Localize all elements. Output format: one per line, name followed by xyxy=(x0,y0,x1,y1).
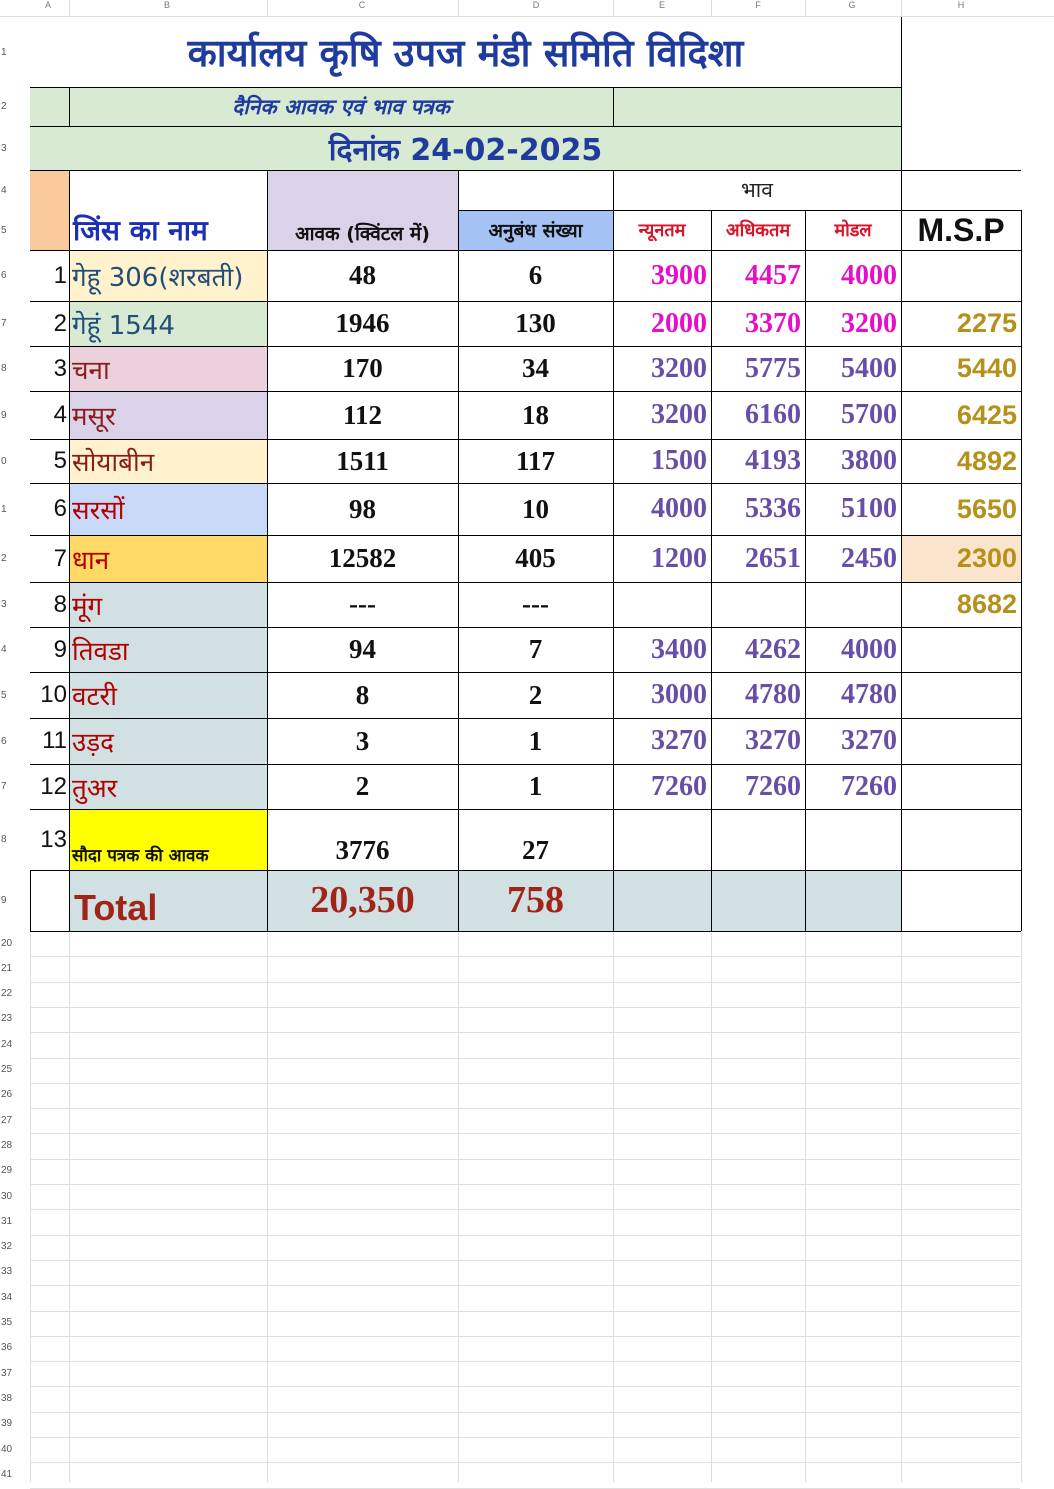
gridline-row xyxy=(30,1159,1020,1160)
arrival-value: 12582 xyxy=(328,543,397,573)
max-price: 6160 xyxy=(745,399,801,430)
contracts-value: 1 xyxy=(528,771,543,801)
row-number[interactable]: 5 xyxy=(1,224,7,236)
gridline-row xyxy=(30,1133,1020,1134)
serial-number: 12 xyxy=(40,772,67,800)
gridline-row xyxy=(30,1285,1020,1286)
min-price: 7260 xyxy=(651,770,707,802)
contracts-value: 405 xyxy=(515,543,556,573)
row-number[interactable]: 41 xyxy=(1,1468,13,1480)
arrival-value: 1946 xyxy=(335,308,390,338)
border xyxy=(30,809,1021,810)
commodity-name: वटरी xyxy=(69,672,267,718)
modal-price: 2450 xyxy=(841,542,897,574)
arrival-value: 48 xyxy=(349,260,376,290)
arrival-header: आवक (क्विंटल में) xyxy=(295,222,430,245)
contracts-value: 10 xyxy=(522,493,549,524)
gridline-col xyxy=(267,931,268,1482)
border xyxy=(30,391,1021,392)
arrival-value: 94 xyxy=(349,634,376,664)
row-number[interactable]: 4 xyxy=(1,184,7,196)
max-price: 3270 xyxy=(745,725,801,756)
row-number[interactable]: 2 xyxy=(1,553,7,564)
serial-number: 10 xyxy=(40,681,67,708)
max-price: 5336 xyxy=(745,493,801,524)
contracts-value: 130 xyxy=(515,308,556,338)
contracts-value: 117 xyxy=(515,445,555,476)
msp-value: 2300 xyxy=(901,535,1021,582)
border xyxy=(30,718,1021,719)
commodity-name: धान xyxy=(69,535,267,582)
header-sno-cell xyxy=(30,170,69,250)
modal-price: 7260 xyxy=(841,770,897,802)
serial-number: 5 xyxy=(53,447,67,474)
border xyxy=(613,170,614,250)
row-number[interactable]: 8 xyxy=(1,834,7,845)
border xyxy=(69,87,70,126)
contracts-value: 34 xyxy=(522,353,549,383)
border xyxy=(30,764,1021,765)
max-price: 4262 xyxy=(745,633,801,665)
border xyxy=(30,870,1021,871)
column-header-d[interactable]: D xyxy=(532,0,540,10)
gridline-row xyxy=(30,1412,1020,1413)
commodity-name: गेहू 306(शरबती) xyxy=(69,250,267,301)
column-header-b[interactable]: B xyxy=(163,0,170,10)
row-number[interactable]: 33 xyxy=(1,1266,13,1278)
max-price: 2651 xyxy=(745,542,801,574)
gridline-row xyxy=(30,1336,1020,1337)
min-price: 3900 xyxy=(651,259,707,291)
contracts-value: 2 xyxy=(528,679,543,710)
sauda-arrival: 3776 xyxy=(335,835,390,865)
serial-number: 4 xyxy=(53,401,67,428)
row-number[interactable]: 1 xyxy=(1,46,7,58)
total-contracts: 758 xyxy=(458,870,613,931)
border xyxy=(458,210,613,211)
total-label: Total xyxy=(69,870,267,931)
row-number[interactable]: 1 xyxy=(1,503,7,515)
row-number[interactable]: 9 xyxy=(1,895,7,906)
max-price xyxy=(711,582,805,627)
contracts-value: 18 xyxy=(522,399,549,430)
max-price: 7260 xyxy=(745,770,801,802)
border xyxy=(805,250,806,931)
row-number[interactable]: 38 xyxy=(1,1392,13,1404)
commodity-name: चना xyxy=(69,346,267,391)
min-price: 1500 xyxy=(651,445,707,476)
modal-price: 3270 xyxy=(841,725,897,756)
border xyxy=(805,210,806,250)
serial-number: 3 xyxy=(53,354,67,382)
border xyxy=(711,250,712,931)
row-number[interactable]: 35 xyxy=(1,1317,13,1328)
gridline-col xyxy=(805,931,806,1482)
row-number[interactable]: 20 xyxy=(1,937,13,949)
gridline-row xyxy=(30,1386,1020,1387)
row-number[interactable]: 7 xyxy=(1,318,7,329)
max-header: अधिकतम xyxy=(725,220,791,241)
gridline-col xyxy=(458,931,459,1482)
contracts-value: 1 xyxy=(528,725,543,756)
gridline-col xyxy=(30,931,31,1482)
min-price: 3270 xyxy=(651,725,707,756)
row-number[interactable]: 36 xyxy=(1,1342,13,1354)
msp-value: 6425 xyxy=(956,399,1017,430)
border xyxy=(30,870,31,931)
min-price: 4000 xyxy=(651,493,707,524)
msp-header: M.S.P xyxy=(917,211,1005,248)
contracts-value: 6 xyxy=(528,260,543,290)
border xyxy=(711,210,712,250)
min-price: 3000 xyxy=(651,679,707,710)
modal-price: 5400 xyxy=(841,352,897,384)
row-number[interactable]: 27 xyxy=(1,1114,13,1126)
modal-price: 4780 xyxy=(841,679,897,710)
modal-price: 5100 xyxy=(841,493,897,524)
column-header-c[interactable]: C xyxy=(358,0,366,10)
modal-price: 3200 xyxy=(841,307,897,339)
column-header-a[interactable]: A xyxy=(44,0,51,10)
row-number[interactable]: 5 xyxy=(1,689,7,701)
msp-value xyxy=(901,250,1021,301)
gridline-row xyxy=(30,1437,1020,1438)
border xyxy=(30,301,1021,302)
gridline-row xyxy=(30,982,1020,983)
gridline-col-top xyxy=(613,0,614,16)
column-header-e[interactable]: E xyxy=(658,0,665,10)
border xyxy=(613,250,614,931)
column-header-f[interactable]: F xyxy=(755,0,761,10)
gridline-col-top xyxy=(901,0,902,16)
gridline-col-top xyxy=(267,0,268,16)
max-price: 4193 xyxy=(745,445,801,476)
commodity-name: तिवडा xyxy=(69,627,267,672)
gridline-row xyxy=(30,1235,1020,1236)
commodity-name: मूंग xyxy=(69,582,267,627)
border xyxy=(69,250,70,931)
gridline-col-top xyxy=(458,0,459,16)
border xyxy=(30,582,1021,583)
border xyxy=(69,170,70,250)
gridline-col-top xyxy=(805,0,806,16)
serial-number: 11 xyxy=(42,727,67,754)
gridline-col xyxy=(1021,931,1022,1482)
row-number[interactable]: 40 xyxy=(1,1443,13,1455)
commodity-name: मसूर xyxy=(69,391,267,439)
row-number[interactable]: 2 xyxy=(1,101,7,112)
arrival-value: 2 xyxy=(355,771,370,801)
total-modal-empty xyxy=(805,870,901,931)
border xyxy=(1021,210,1022,931)
commodity-name: उड़द xyxy=(69,718,267,764)
commodity-name: सोयाबीन xyxy=(69,439,267,483)
max-price: 5775 xyxy=(745,352,801,384)
arrival-value: 1511 xyxy=(336,445,389,476)
row-number[interactable]: 8 xyxy=(1,363,7,374)
min-price: 3200 xyxy=(651,399,707,430)
commodity-name: तुअर xyxy=(69,764,267,809)
gridline-row xyxy=(30,1260,1020,1261)
msp-value xyxy=(901,718,1021,764)
row-number[interactable]: 3 xyxy=(1,599,7,610)
modal-price: 4000 xyxy=(841,259,897,291)
contracts-value: --- xyxy=(522,589,549,619)
gridline-row xyxy=(30,1462,1020,1463)
row-number[interactable]: 4 xyxy=(1,644,7,655)
sauda-sno: 13 xyxy=(40,825,67,853)
border xyxy=(613,210,1021,211)
border xyxy=(901,17,902,170)
arrival-value: 112 xyxy=(342,399,382,430)
subtitle: दैनिक आवक एवं भाव पत्रक xyxy=(232,94,450,119)
arrival-value: 3 xyxy=(355,725,370,756)
gridline-row xyxy=(30,1032,1020,1033)
min-header: न्यूनतम xyxy=(638,220,686,241)
msp-value: 2275 xyxy=(956,308,1017,338)
min-price: 3400 xyxy=(651,633,707,665)
max-price: 4780 xyxy=(745,679,801,710)
gridline-col xyxy=(69,931,70,1482)
row-number[interactable]: 32 xyxy=(1,1241,13,1253)
msp-value: 8682 xyxy=(956,589,1017,619)
modal-price: 4000 xyxy=(841,633,897,665)
serial-number: 7 xyxy=(53,544,67,572)
commodity-header: जिंस का नाम xyxy=(73,214,208,247)
min-price: 1200 xyxy=(651,542,707,574)
row-number[interactable]: 7 xyxy=(1,781,7,792)
border xyxy=(267,170,268,250)
border xyxy=(30,483,1021,484)
border xyxy=(458,250,459,931)
msp-value: 5650 xyxy=(956,493,1017,524)
gridline-row xyxy=(30,1058,1020,1059)
total-arrival: 20,350 xyxy=(267,870,458,931)
min-price: 2000 xyxy=(651,307,707,339)
arrival-value: 8 xyxy=(355,679,370,710)
sauda-contracts: 27 xyxy=(522,835,549,865)
min-price: 3200 xyxy=(651,352,707,384)
border xyxy=(30,250,1021,251)
column-header-h[interactable]: H xyxy=(957,0,965,10)
gridline-row xyxy=(30,956,1020,957)
border xyxy=(30,672,1021,673)
modal-header: मोडल xyxy=(834,220,872,241)
modal-price xyxy=(805,582,901,627)
arrival-value: --- xyxy=(349,589,376,619)
column-header-g[interactable]: G xyxy=(848,0,856,10)
serial-number: 8 xyxy=(53,590,67,618)
date-line: दिनांक 24-02-2025 xyxy=(30,126,901,170)
gridline-col-top xyxy=(711,0,712,16)
row-number[interactable]: 30 xyxy=(1,1190,13,1202)
gridline-row xyxy=(30,1007,1020,1008)
msp-value: 4892 xyxy=(956,445,1017,476)
row-number[interactable]: 21 xyxy=(1,962,13,974)
sauda-label: सौदा पत्रक की आवक xyxy=(69,809,267,870)
border xyxy=(30,87,901,88)
row-number[interactable]: 0 xyxy=(1,455,7,467)
gridline-col xyxy=(901,931,902,1482)
msp-value: 5440 xyxy=(956,353,1017,383)
row-number[interactable]: 6 xyxy=(1,735,7,747)
contracts-value: 7 xyxy=(528,634,543,664)
modal-price: 3800 xyxy=(841,445,897,476)
border xyxy=(267,250,268,931)
border xyxy=(30,170,1021,171)
msp-value xyxy=(901,672,1021,718)
gridline-row xyxy=(30,1108,1020,1109)
gridline-col-top xyxy=(69,0,70,16)
border xyxy=(30,931,1021,932)
row-number[interactable]: 22 xyxy=(1,988,13,1000)
row-number[interactable]: 28 xyxy=(1,1139,13,1151)
gridline-row xyxy=(30,1184,1020,1185)
total-min-empty xyxy=(613,870,711,931)
border xyxy=(30,439,1021,440)
border xyxy=(901,250,902,931)
bhav-header: भाव xyxy=(741,178,773,202)
arrival-value: 170 xyxy=(342,353,383,383)
max-price: 3370 xyxy=(745,307,801,339)
gridline-row xyxy=(30,1209,1020,1210)
row-number[interactable]: 24 xyxy=(1,1038,13,1050)
border xyxy=(901,170,902,210)
row-number[interactable]: 29 xyxy=(1,1165,13,1177)
row-number[interactable]: 6 xyxy=(1,270,7,281)
commodity-name: गेहूं 1544 xyxy=(69,301,267,346)
msp-value xyxy=(901,764,1021,809)
border xyxy=(613,87,614,126)
min-price xyxy=(613,582,711,627)
serial-number: 9 xyxy=(53,635,67,663)
row-number[interactable]: 37 xyxy=(1,1367,13,1379)
row-number[interactable]: 34 xyxy=(1,1291,13,1303)
serial-number: 6 xyxy=(53,495,67,522)
contracts-header: अनुबंध संख्या xyxy=(458,210,613,250)
max-price: 4457 xyxy=(745,259,801,291)
border xyxy=(30,627,1021,628)
row-number[interactable]: 23 xyxy=(1,1013,13,1025)
row-number[interactable]: 39 xyxy=(1,1418,13,1430)
row-number[interactable]: 25 xyxy=(1,1064,13,1075)
gridline-row xyxy=(30,1361,1020,1362)
row-number[interactable]: 31 xyxy=(1,1215,13,1227)
gridline-row xyxy=(30,1083,1020,1084)
modal-price: 5700 xyxy=(841,399,897,430)
border xyxy=(30,126,901,127)
gridline-col xyxy=(613,931,614,1482)
gridline-row xyxy=(30,1311,1020,1312)
serial-number: 1 xyxy=(53,261,67,289)
border xyxy=(30,535,1021,536)
page-title: कार्यालय कृषि उपज मंडी समिति विदिशा xyxy=(187,31,744,75)
commodity-name: सरसों xyxy=(69,483,267,535)
msp-value xyxy=(901,627,1021,672)
row-number[interactable]: 3 xyxy=(1,142,7,154)
border xyxy=(30,346,1021,347)
total-max-empty xyxy=(711,870,805,931)
arrival-value: 98 xyxy=(349,493,376,524)
gridline-col xyxy=(711,931,712,1482)
row-number[interactable]: 26 xyxy=(1,1089,13,1101)
border xyxy=(458,170,459,250)
row-number[interactable]: 9 xyxy=(1,409,7,421)
serial-number: 2 xyxy=(53,309,67,337)
